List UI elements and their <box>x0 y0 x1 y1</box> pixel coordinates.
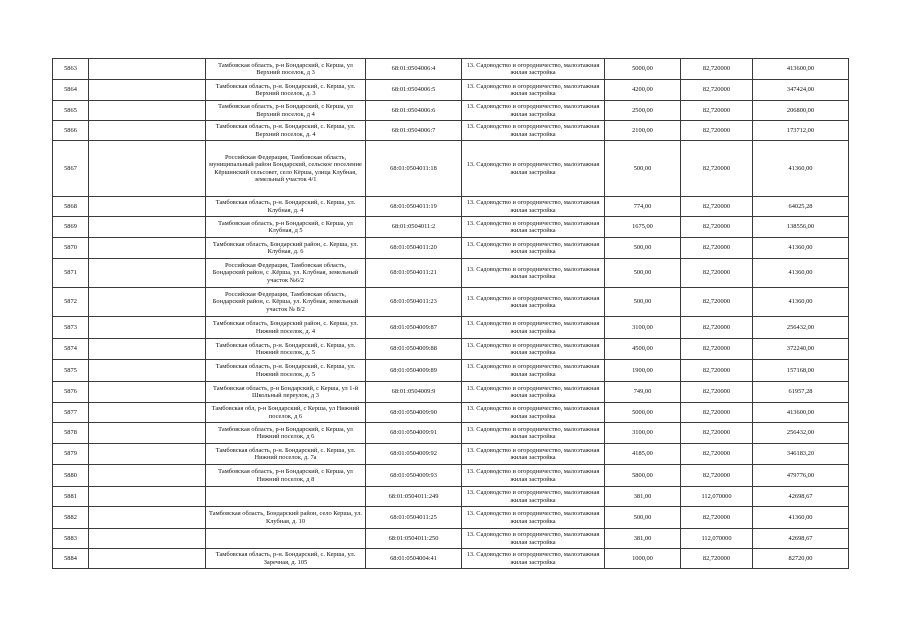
cadastral-value-cell: 41360,00 <box>753 141 849 197</box>
cadastral-number-cell: 68:01:0504009:88 <box>366 339 462 360</box>
specific-value-cell: 82,720000 <box>681 288 753 317</box>
land-use-cell: 13. Садоводство и огородничество, малоэтажная жилая застройка <box>462 121 605 141</box>
cadastral-value-cell: 256432,00 <box>753 423 849 444</box>
blank-cell <box>89 465 206 487</box>
address-cell: Тамбовская область, р-н. Бондарский, с. Керша, ул. Клубная, д. 4 <box>206 197 366 217</box>
address-cell: Российская Федерация, Тамбовская область, Бондарский район, с .Кёрша, ул. Клубная, земельный участок №6/2 <box>206 259 366 288</box>
row-number-cell: 5878 <box>53 423 89 444</box>
address-cell: Тамбовская область, р-н. Бондарский, с. Керша, ул. Верхний поселок, д. 3 <box>206 80 366 101</box>
cadastral-number-cell: 68:01:0504011:25 <box>366 507 462 529</box>
address-cell: Тамбовская область, р-н. Бондарский, с. Керша, ул. Нижний поселок, д. 5 <box>206 339 366 360</box>
specific-value-cell: 82,720000 <box>681 217 753 238</box>
land-registry-table <box>52 58 849 569</box>
area-cell: 381,00 <box>605 487 681 507</box>
land-use-cell: 13. Садоводство и огородничество, малоэтажная жилая застройка <box>462 141 605 197</box>
cadastral-value-cell: 41360,00 <box>753 288 849 317</box>
table-row <box>53 465 849 487</box>
cadastral-number-cell: 68:01:0504011:20 <box>366 238 462 259</box>
row-number-cell: 5879 <box>53 444 89 465</box>
row-number-cell: 5881 <box>53 487 89 507</box>
row-number-cell: 5882 <box>53 507 89 529</box>
land-use-cell: 13. Садоводство и огородничество, малоэтажная жилая застройка <box>462 360 605 382</box>
area-cell: 5000,00 <box>605 403 681 423</box>
blank-cell <box>89 549 206 569</box>
row-number-cell: 5867 <box>53 141 89 197</box>
area-cell: 4200,00 <box>605 80 681 101</box>
land-use-cell: 13. Садоводство и огородничество, малоэтажная жилая застройка <box>462 529 605 549</box>
blank-cell <box>89 423 206 444</box>
row-number-cell: 5864 <box>53 80 89 101</box>
specific-value-cell: 112,070000 <box>681 487 753 507</box>
row-number-cell: 5872 <box>53 288 89 317</box>
area-cell: 3100,00 <box>605 423 681 444</box>
row-number-cell: 5873 <box>53 317 89 339</box>
address-cell: Тамбовская область, Бондарский район, с. Керша, ул. Нижний поселок, д. 4 <box>206 317 366 339</box>
specific-value-cell: 82,720000 <box>681 403 753 423</box>
row-number-cell: 5869 <box>53 217 89 238</box>
area-cell: 774,00 <box>605 197 681 217</box>
cadastral-value-cell: 413600,00 <box>753 59 849 80</box>
area-cell: 2500,00 <box>605 101 681 121</box>
table-row <box>53 238 849 259</box>
address-cell: Тамбовская область, р-н Бондарский, с Керша, ул Верхний поселок, д 4 <box>206 101 366 121</box>
cadastral-number-cell: 68:01:0504009:92 <box>366 444 462 465</box>
area-cell: 1900,00 <box>605 360 681 382</box>
cadastral-value-cell: 173712,00 <box>753 121 849 141</box>
address-cell: Российская Федерация, Тамбовская область, муниципальный район Бондарский, сельское поселение Кёршинский сельсовет, село Кёрша, улица Клубная, земельный участок 4/1 <box>206 141 366 197</box>
address-cell: Тамбовская область, р-н. Бондарский, с. Керша, ул. Нижний поселок, д. 5 <box>206 360 366 382</box>
area-cell: 5000,00 <box>605 59 681 80</box>
area-cell: 749,00 <box>605 382 681 403</box>
specific-value-cell: 82,720000 <box>681 465 753 487</box>
row-number-cell: 5876 <box>53 382 89 403</box>
cadastral-value-cell: 479776,00 <box>753 465 849 487</box>
cadastral-value-cell: 41360,00 <box>753 507 849 529</box>
blank-cell <box>89 59 206 80</box>
table-row <box>53 80 849 101</box>
area-cell: 5800,00 <box>605 465 681 487</box>
cadastral-value-cell: 413600,00 <box>753 403 849 423</box>
blank-cell <box>89 101 206 121</box>
cadastral-value-cell: 256432,00 <box>753 317 849 339</box>
area-cell: 381,00 <box>605 529 681 549</box>
table-row <box>53 529 849 549</box>
area-cell: 1000,00 <box>605 549 681 569</box>
row-number-cell: 5874 <box>53 339 89 360</box>
cadastral-number-cell: 68:01:0504006:6 <box>366 101 462 121</box>
land-use-cell: 13. Садоводство и огородничество, малоэтажная жилая застройка <box>462 259 605 288</box>
cadastral-value-cell: 372240,00 <box>753 339 849 360</box>
cadastral-value-cell: 42698,67 <box>753 529 849 549</box>
specific-value-cell: 82,720000 <box>681 339 753 360</box>
land-use-cell: 13. Садоводство и огородничество, малоэтажная жилая застройка <box>462 444 605 465</box>
specific-value-cell: 82,720000 <box>681 259 753 288</box>
specific-value-cell: 82,720000 <box>681 317 753 339</box>
address-cell <box>206 529 366 549</box>
specific-value-cell: 82,720000 <box>681 197 753 217</box>
row-number-cell: 5880 <box>53 465 89 487</box>
table-row <box>53 403 849 423</box>
cadastral-number-cell: 68:01:0504011:250 <box>366 529 462 549</box>
row-number-cell: 5875 <box>53 360 89 382</box>
cadastral-value-cell: 41360,00 <box>753 259 849 288</box>
land-use-cell: 13. Садоводство и огородничество, малоэтажная жилая застройка <box>462 59 605 80</box>
blank-cell <box>89 259 206 288</box>
cadastral-number-cell: 68:01:0504004:41 <box>366 549 462 569</box>
cadastral-value-cell: 41360,00 <box>753 238 849 259</box>
address-cell: Тамбовская область, р-н Бондарский, с Керша, ул Верхний поселок, д 3 <box>206 59 366 80</box>
row-number-cell: 5866 <box>53 121 89 141</box>
row-number-cell: 5883 <box>53 529 89 549</box>
cadastral-value-cell: 347424,00 <box>753 80 849 101</box>
area-cell: 1675,00 <box>605 217 681 238</box>
specific-value-cell: 82,720000 <box>681 444 753 465</box>
table-row <box>53 507 849 529</box>
table-row <box>53 288 849 317</box>
blank-cell <box>89 141 206 197</box>
land-use-cell: 13. Садоводство и огородничество, малоэтажная жилая застройка <box>462 197 605 217</box>
specific-value-cell: 82,720000 <box>681 141 753 197</box>
table-row <box>53 59 849 80</box>
land-use-cell: 13. Садоводство и огородничество, малоэтажная жилая застройка <box>462 507 605 529</box>
row-number-cell: 5863 <box>53 59 89 80</box>
cadastral-value-cell: 157168,00 <box>753 360 849 382</box>
cadastral-number-cell: 68:01:0504009:87 <box>366 317 462 339</box>
land-use-cell: 13. Садоводство и огородничество, малоэтажная жилая застройка <box>462 382 605 403</box>
table-row <box>53 259 849 288</box>
table-row <box>53 317 849 339</box>
blank-cell <box>89 382 206 403</box>
cadastral-number-cell: 68:01:0504011:23 <box>366 288 462 317</box>
table-row <box>53 549 849 569</box>
address-cell: Тамбовская область, р-н. Бондарский, с. Керша, ул. Нижний поселок, д. 7а <box>206 444 366 465</box>
area-cell: 4185,00 <box>605 444 681 465</box>
land-use-cell: 13. Садоводство и огородничество, малоэтажная жилая застройка <box>462 487 605 507</box>
blank-cell <box>89 487 206 507</box>
row-number-cell: 5877 <box>53 403 89 423</box>
cadastral-value-cell: 138556,00 <box>753 217 849 238</box>
address-cell: Тамбовская обл, р-н Бондарский, с Керша, ул Нижний поселок, д 6 <box>206 403 366 423</box>
area-cell: 4500,00 <box>605 339 681 360</box>
cadastral-value-cell: 42698,67 <box>753 487 849 507</box>
table-row <box>53 444 849 465</box>
cadastral-number-cell: 68:01:0504006:7 <box>366 121 462 141</box>
row-number-cell: 5884 <box>53 549 89 569</box>
specific-value-cell: 82,720000 <box>681 238 753 259</box>
specific-value-cell: 82,720000 <box>681 80 753 101</box>
cadastral-number-cell: 68:01:0504009:9 <box>366 382 462 403</box>
land-use-cell: 13. Садоводство и огородничество, малоэтажная жилая застройка <box>462 80 605 101</box>
table-row <box>53 487 849 507</box>
area-cell: 500,00 <box>605 288 681 317</box>
land-use-cell: 13. Садоводство и огородничество, малоэтажная жилая застройка <box>462 403 605 423</box>
table-row <box>53 101 849 121</box>
blank-cell <box>89 444 206 465</box>
cadastral-number-cell: 68:01:0504011:21 <box>366 259 462 288</box>
cadastral-number-cell: 68:01:0504009:89 <box>366 360 462 382</box>
table-row <box>53 423 849 444</box>
address-cell <box>206 487 366 507</box>
specific-value-cell: 82,720000 <box>681 101 753 121</box>
area-cell: 500,00 <box>605 259 681 288</box>
land-use-cell: 13. Садоводство и огородничество, малоэтажная жилая застройка <box>462 423 605 444</box>
blank-cell <box>89 217 206 238</box>
row-number-cell: 5871 <box>53 259 89 288</box>
address-cell: Тамбовская область, р-н. Бондарский, с. Керша, ул. Заречная, д. 105 <box>206 549 366 569</box>
cadastral-value-cell: 346183,20 <box>753 444 849 465</box>
cadastral-value-cell: 82720,00 <box>753 549 849 569</box>
cadastral-number-cell: 68:01:0504011:19 <box>366 197 462 217</box>
table-row <box>53 339 849 360</box>
table-row <box>53 197 849 217</box>
specific-value-cell: 82,720000 <box>681 549 753 569</box>
blank-cell <box>89 288 206 317</box>
address-cell: Тамбовская область, р-н Бондарский, с Керша, ул Нижний поселок, д 8 <box>206 465 366 487</box>
cadastral-number-cell: 68:01:0504006:5 <box>366 80 462 101</box>
table-row <box>53 382 849 403</box>
land-use-cell: 13. Садоводство и огородничество, малоэтажная жилая застройка <box>462 101 605 121</box>
table-row <box>53 217 849 238</box>
area-cell: 2100,00 <box>605 121 681 141</box>
cadastral-number-cell: 68:01:0504009:91 <box>366 423 462 444</box>
row-number-cell: 5868 <box>53 197 89 217</box>
specific-value-cell: 82,720000 <box>681 507 753 529</box>
land-use-cell: 13. Садоводство и огородничество, малоэтажная жилая застройка <box>462 288 605 317</box>
land-use-cell: 13. Садоводство и огородничество, малоэтажная жилая застройка <box>462 549 605 569</box>
blank-cell <box>89 529 206 549</box>
cadastral-number-cell: 68:01:0504011:249 <box>366 487 462 507</box>
cadastral-number-cell: 68:01:0504006:4 <box>366 59 462 80</box>
land-use-cell: 13. Садоводство и огородничество, малоэтажная жилая застройка <box>462 465 605 487</box>
land-use-cell: 13. Садоводство и огородничество, малоэтажная жилая застройка <box>462 339 605 360</box>
address-cell: Тамбовская область, р-н. Бондарский, с. Керша, ул. Верхний поселок, д. 4 <box>206 121 366 141</box>
specific-value-cell: 112,070000 <box>681 529 753 549</box>
address-cell: Тамбовская область, Бондарский район, с. Керша, ул. Клубная, д. 6 <box>206 238 366 259</box>
address-cell: Тамбовская область, р-н Бондарский, с Керша, ул Нижний поселок, д 6 <box>206 423 366 444</box>
cadastral-number-cell: 68:01:0504011:18 <box>366 141 462 197</box>
area-cell: 500,00 <box>605 141 681 197</box>
cadastral-value-cell: 61957,28 <box>753 382 849 403</box>
blank-cell <box>89 197 206 217</box>
row-number-cell: 5870 <box>53 238 89 259</box>
specific-value-cell: 82,720000 <box>681 382 753 403</box>
land-use-cell: 13. Садоводство и огородничество, малоэтажная жилая застройка <box>462 217 605 238</box>
cadastral-number-cell: 68:01:0504009:93 <box>366 465 462 487</box>
cadastral-value-cell: 206800,00 <box>753 101 849 121</box>
specific-value-cell: 82,720000 <box>681 59 753 80</box>
blank-cell <box>89 507 206 529</box>
area-cell: 500,00 <box>605 238 681 259</box>
address-cell: Тамбовская область, Бондарский район, село Керша, ул. Клубная, д. 10 <box>206 507 366 529</box>
blank-cell <box>89 403 206 423</box>
table-row <box>53 141 849 197</box>
area-cell: 3100,00 <box>605 317 681 339</box>
blank-cell <box>89 317 206 339</box>
area-cell: 500,00 <box>605 507 681 529</box>
cadastral-number-cell: 68:01:0504011:2 <box>366 217 462 238</box>
address-cell: Российская Федерация, Тамбовская область, Бондарский район, с. Кёрша, ул. Клубная, земельный участок № 8/2 <box>206 288 366 317</box>
blank-cell <box>89 360 206 382</box>
address-cell: Тамбовская область, р-н Бондарский, с Керша, ул 1-й Школьный переулок, д 3 <box>206 382 366 403</box>
specific-value-cell: 82,720000 <box>681 121 753 141</box>
blank-cell <box>89 121 206 141</box>
table-row <box>53 360 849 382</box>
land-use-cell: 13. Садоводство и огородничество, малоэтажная жилая застройка <box>462 317 605 339</box>
cadastral-number-cell: 68:01:0504009:90 <box>366 403 462 423</box>
table-row <box>53 121 849 141</box>
blank-cell <box>89 80 206 101</box>
blank-cell <box>89 238 206 259</box>
row-number-cell: 5865 <box>53 101 89 121</box>
specific-value-cell: 82,720000 <box>681 360 753 382</box>
land-use-cell: 13. Садоводство и огородничество, малоэтажная жилая застройка <box>462 238 605 259</box>
cadastral-value-cell: 64025,28 <box>753 197 849 217</box>
blank-cell <box>89 339 206 360</box>
address-cell: Тамбовская область, р-н Бондарский, с Керша, ул Клубная, д 5 <box>206 217 366 238</box>
specific-value-cell: 82,720000 <box>681 423 753 444</box>
